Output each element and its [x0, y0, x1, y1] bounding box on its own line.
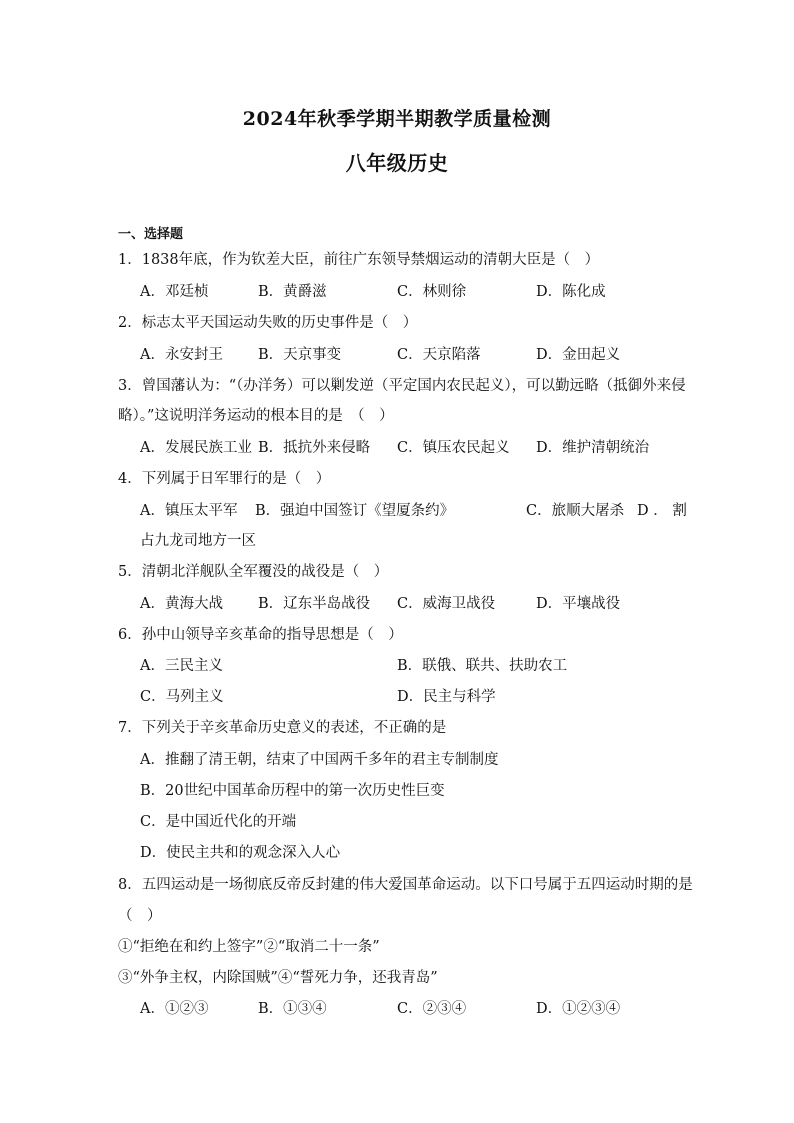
question-4-option-d: D ． 割	[637, 503, 687, 519]
question-5-option-d: D．平壤战役	[536, 596, 621, 612]
question-7-option-c: C．是中国近代化的开端	[140, 814, 297, 830]
question-6-option-d: D．民主与科学	[397, 689, 496, 705]
section-heading: 一、选择题	[118, 227, 184, 242]
question-7-option-d: D．使民主共和的观念深入人心	[140, 845, 341, 861]
question-8-option-b: B．①③④	[258, 1001, 327, 1017]
question-8-items-line1: ①“拒绝在和约上签字”②“取消二十一条”	[118, 939, 380, 955]
question-2-option-d: D．金田起义	[536, 347, 621, 363]
question-3-stem-line2: 略）。”这说明洋务运动的根本目的是 （ ）	[118, 408, 394, 424]
question-4-stem: 4．下列属于日军罪行的是（ ）	[118, 471, 331, 487]
question-5-stem: 5．清朝北洋舰队全军覆没的战役是（ ）	[118, 564, 389, 580]
question-5-option-c: C．威海卫战役	[397, 596, 496, 612]
question-7-option-a: A．推翻了清王朝，结束了中国两千多年的君主专制制度	[140, 752, 499, 768]
question-1-stem: 1．1838年底，作为钦差大臣，前往广东领导禁烟运动的清朝大臣是（ ）	[118, 252, 600, 268]
question-4-option-c: C．旅顺大屠杀	[526, 503, 625, 519]
question-6-option-a: A．三民主义	[140, 658, 223, 674]
question-4-option-b: B．强迫中国签订《望厦条约》	[255, 503, 455, 519]
question-2-option-c: C．天京陷落	[397, 347, 481, 363]
question-3-stem-line1: 3．曾国藩认为：“（办洋务）可以剿发逆（平定国内农民起义），可以勤远略（抵御外来侵	[118, 378, 686, 394]
question-1-option-a: A．邓廷桢	[140, 284, 209, 300]
question-2-stem: 2．标志太平天国运动失败的历史事件是（ ）	[118, 315, 418, 331]
question-7-stem: 7．下列关于辛亥革命历史意义的表述，不正确的是	[118, 720, 447, 736]
question-6-stem: 6．孙中山领导辛亥革命的指导思想是（ ）	[118, 627, 403, 643]
question-6-option-c: C．马列主义	[140, 689, 224, 705]
question-1-option-b: B．黄爵滋	[258, 284, 327, 300]
question-7-option-b: B．20世纪中国革命历程中的第一次历史性巨变	[140, 783, 445, 799]
question-8-items-line2: ③“外争主权，内除国贼”④“誓死力争，还我青岛”	[118, 970, 438, 986]
page-title: 2024年秋季学期半期教学质量检测	[242, 108, 552, 130]
question-3-option-d: D．维护清朝统治	[536, 440, 650, 456]
question-3-option-b: B．抵抗外来侵略	[258, 440, 371, 456]
question-5-option-b: B．辽东半岛战役	[258, 596, 371, 612]
question-6-option-b: B．联俄、联共、扶助农工	[397, 658, 568, 674]
question-3-option-c: C．镇压农民起义	[397, 440, 510, 456]
question-1-option-d: D．陈化成	[536, 284, 606, 300]
question-8-stem-line2: （ ）	[118, 908, 162, 924]
question-8-option-d: D．①②③④	[536, 1001, 621, 1017]
question-3-option-a: A．发展民族工业	[140, 440, 252, 456]
question-8-option-c: C．②③④	[397, 1001, 467, 1017]
question-2-option-a: A．永安封王	[140, 347, 223, 363]
question-2-option-b: B．天京事变	[258, 347, 342, 363]
question-4-option-d-continued: 占九龙司地方一区	[140, 533, 256, 549]
question-1-option-c: C．林则徐	[397, 284, 467, 300]
question-8-stem-line1: 8．五四运动是一场彻底反帝反封建的伟大爱国革命运动。以下口号属于五四运动时期的是	[118, 877, 693, 893]
question-5-option-a: A．黄海大战	[140, 596, 223, 612]
question-4-option-a: A．镇压太平军	[140, 503, 238, 519]
question-8-option-a: A．①②③	[140, 1001, 209, 1017]
page-subtitle: 八年级历史	[345, 151, 449, 175]
